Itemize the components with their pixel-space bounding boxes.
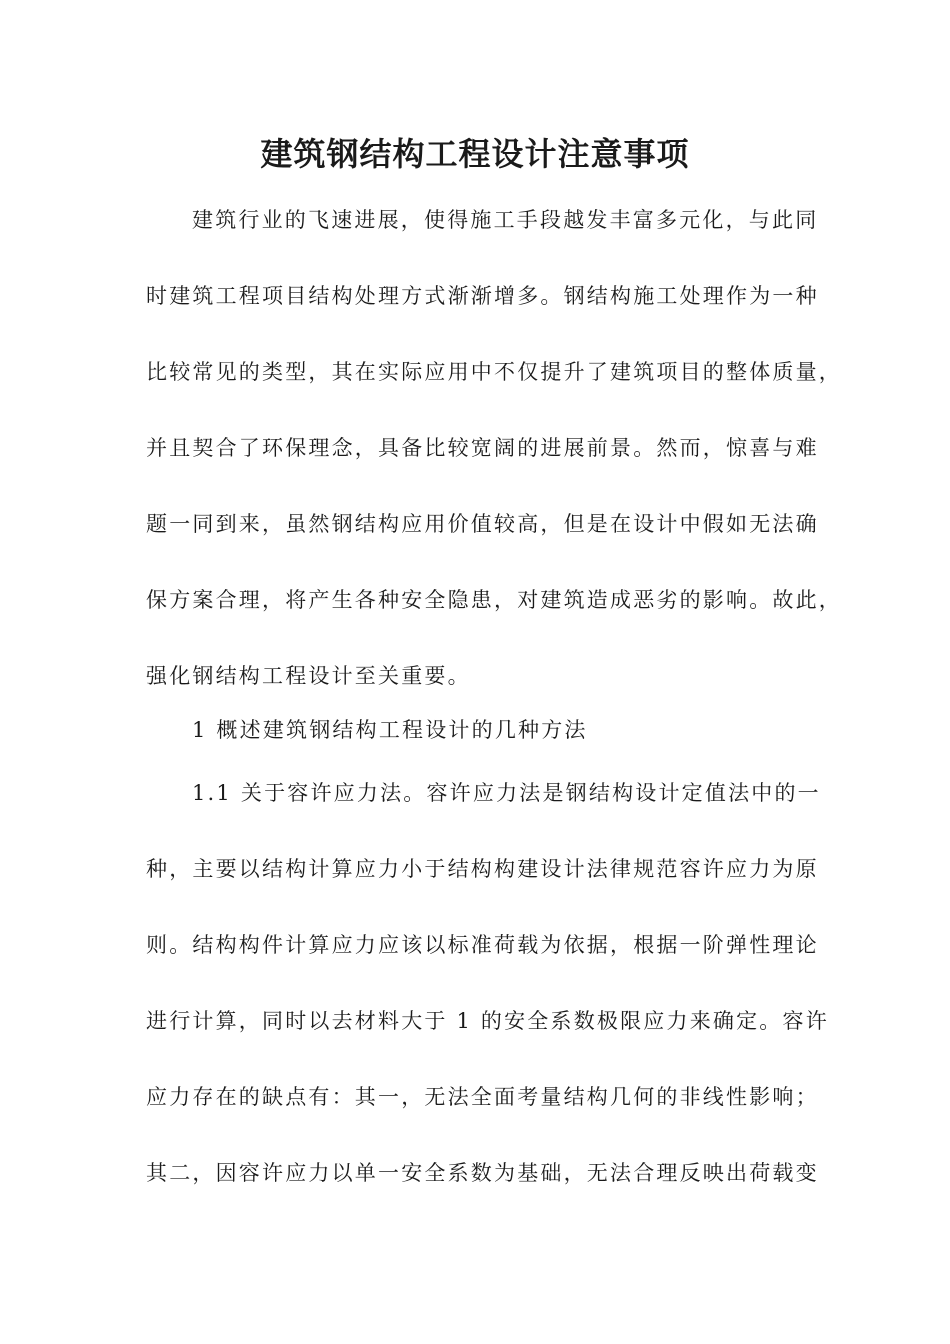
paragraph-line: 应力存在的缺点有：其一，无法全面考量结构几何的非线性影响； (146, 1085, 819, 1109)
paragraph-line: 其二，因容许应力以单一安全系数为基础，无法合理反映出荷载变 (146, 1161, 819, 1185)
paragraph-line: 比较常见的类型，其在实际应用中不仅提升了建筑项目的整体质量， (146, 360, 842, 384)
paragraph-line: 题一同到来，虽然钢结构应用价值较高，但是在设计中假如无法确 (146, 512, 819, 536)
paragraph-line: 进行计算，同时以去材料大于 1 的安全系数极限应力来确定。容许 (146, 1009, 829, 1033)
paragraph-line: 种，主要以结构计算应力小于结构构建设计法律规范容许应力为原 (146, 857, 819, 881)
paragraph-line: 并且契合了环保理念，具备比较宽阔的进展前景。然而，惊喜与难 (146, 436, 819, 460)
paragraph-line: 保方案合理，将产生各种安全隐患，对建筑造成恶劣的影响。故此， (146, 588, 842, 612)
paragraph-line: 1.1 关于容许应力法。容许应力法是钢结构设计定值法中的一 (192, 781, 821, 805)
section-heading: 1 概述建筑钢结构工程设计的几种方法 (192, 718, 588, 742)
paragraph-line: 建筑行业的飞速进展，使得施工手段越发丰富多元化，与此同 (192, 208, 819, 232)
document-title: 建筑钢结构工程设计注意事项 (260, 135, 690, 173)
paragraph-line: 时建筑工程项目结构处理方式渐渐增多。钢结构施工处理作为一种 (146, 284, 819, 308)
paragraph-line: 则。结构构件计算应力应该以标准荷载为依据，根据一阶弹性理论 (146, 933, 819, 957)
paragraph-line: 强化钢结构工程设计至关重要。 (146, 664, 471, 688)
